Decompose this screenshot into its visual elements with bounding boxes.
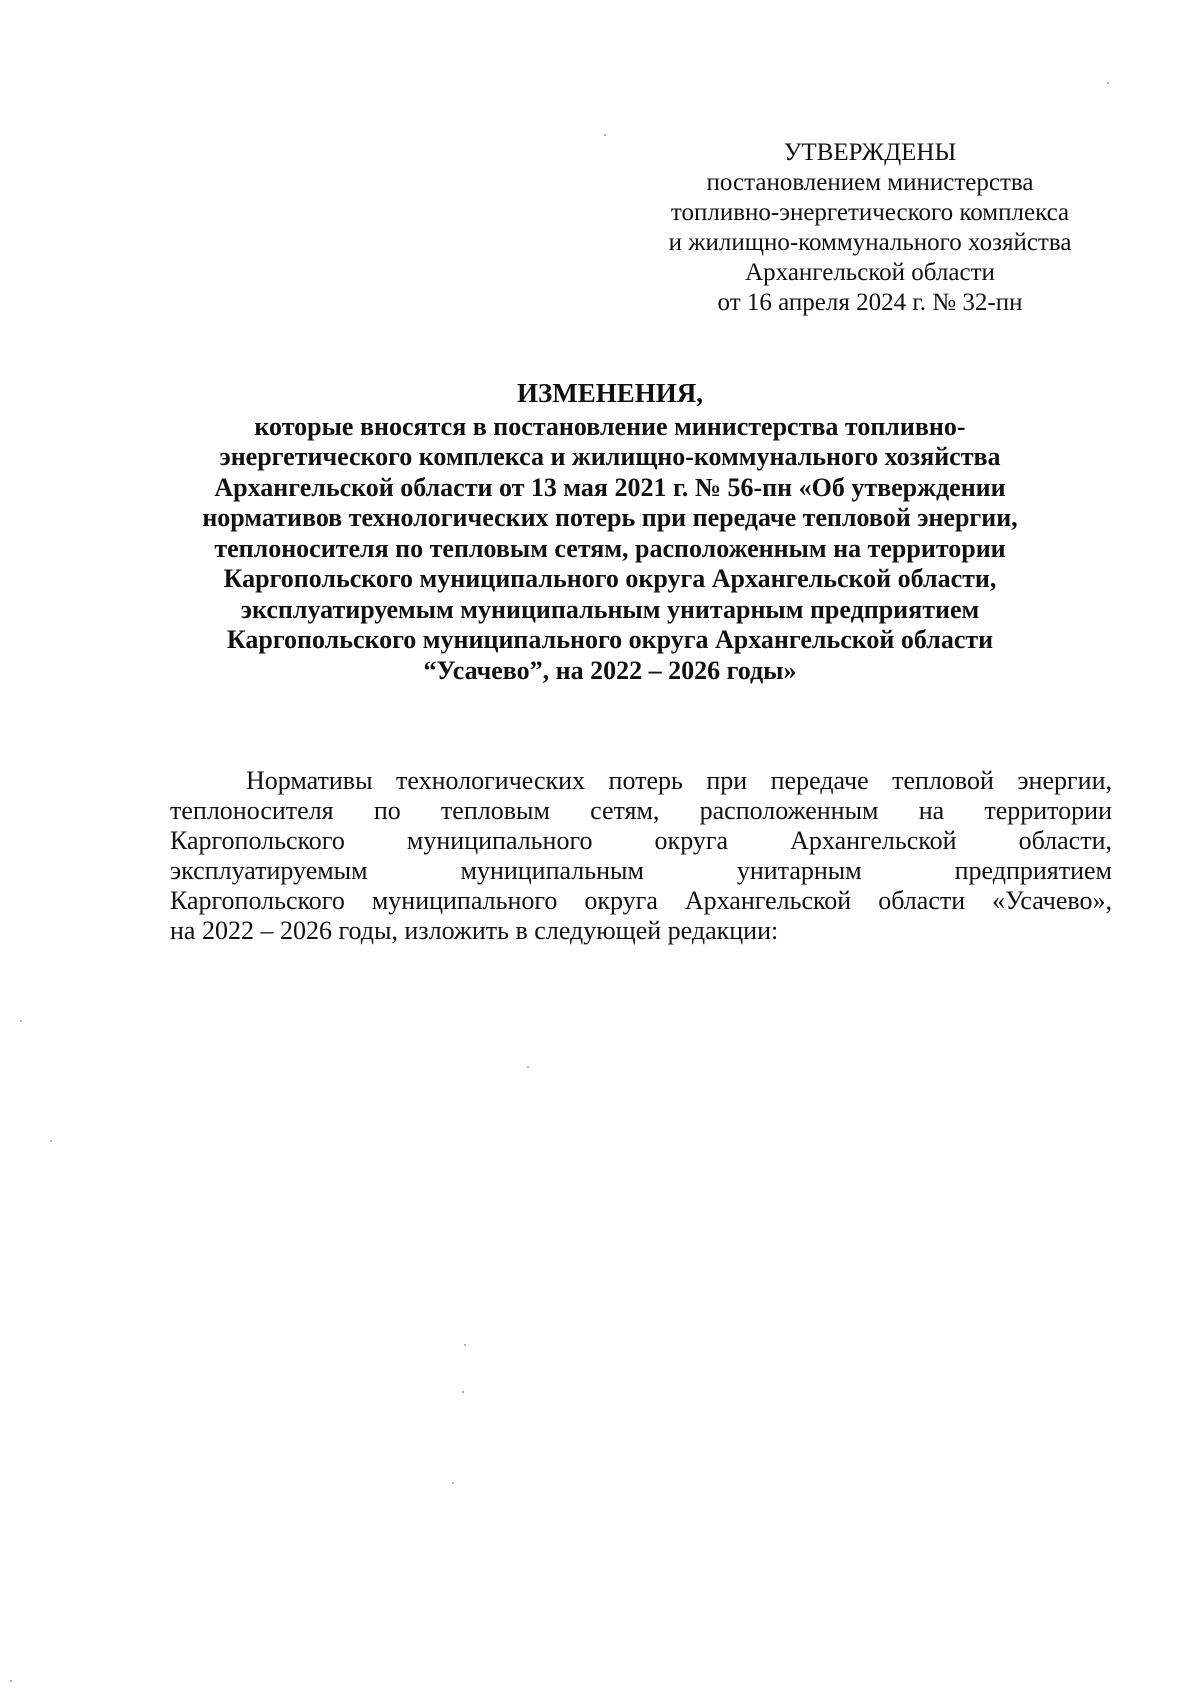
scan-speck — [1107, 82, 1109, 84]
scan-speck — [452, 1482, 454, 1484]
title-line: эксплуатируемым муниципальным унитарным предприятием — [240, 594, 980, 624]
approval-heading: УТВЕРЖДЕНЫ — [783, 139, 957, 166]
approval-line: топливно-энергетического комплекса — [670, 199, 1070, 226]
title-line: которые вносятся в постановление министерства топливно- — [254, 411, 966, 441]
approval-line: и жилищно-коммунального хозяйства — [668, 229, 1072, 256]
body-line: Каргопольского муниципального округа Архангельской области «Усачево», — [170, 886, 1112, 915]
approval-date-number: от 16 апреля 2024 г. № 32-пн — [717, 289, 1023, 316]
scan-speck — [20, 1020, 22, 1022]
approval-line: Архангельской области — [745, 259, 995, 286]
title-line: нормативов технологических потерь при передаче тепловой энергии, — [202, 503, 1018, 532]
body-line: Каргопольского муниципального округа Архангельской области, — [170, 826, 1112, 855]
scan-speck — [10, 1680, 12, 1682]
body-line: Нормативы технологических потерь при передаче тепловой энергии, — [246, 766, 1112, 795]
title-line: “Усачево”, на 2022 – 2026 годы» — [423, 655, 797, 685]
scan-speck — [50, 1140, 52, 1142]
scan-speck — [464, 1344, 466, 1346]
body-paragraph — [170, 766, 1112, 946]
document-title-block — [150, 378, 1070, 686]
document-heading: ИЗМЕНЕНИЯ, — [516, 378, 703, 408]
title-line: теплоносителя по тепловым сетям, расположенным на территории — [214, 533, 1006, 563]
scan-speck — [462, 1391, 464, 1393]
title-line: Архангельской области от 13 мая 2021 г. № 56-пн «Об утверждении — [214, 472, 1006, 502]
scan-speck — [604, 134, 606, 136]
title-line: Каргопольского муниципального округа Архангельской области — [226, 625, 994, 654]
body-line: эксплуатируемым муниципальным унитарным предприятием — [170, 856, 1112, 885]
body-line: теплоносителя по тепловым сетям, расположенным на территории — [170, 796, 1112, 825]
title-line: энергетического комплекса и жилищно-коммунального хозяйства — [219, 442, 1001, 471]
title-line: Каргопольского муниципального округа Архангельской области, — [223, 564, 997, 593]
approval-stamp-block — [620, 138, 1120, 318]
approval-line: постановлением министерства — [706, 169, 1034, 196]
body-line: на 2022 – 2026 годы, изложить в следующей редакции: — [170, 916, 779, 945]
scan-speck — [527, 1066, 529, 1068]
